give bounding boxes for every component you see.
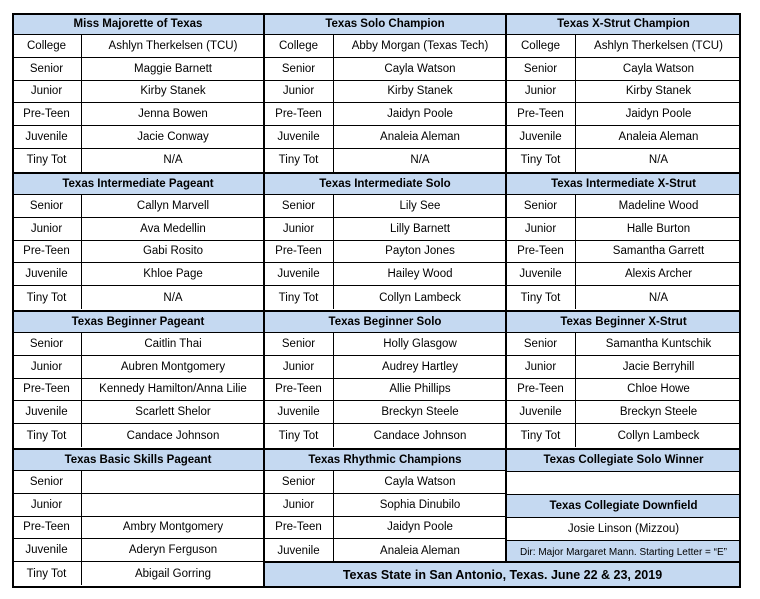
award-2-1-block <box>264 311 506 447</box>
block-title: Miss Majorette of Texas <box>12 13 264 35</box>
division-label: Junior <box>264 494 334 516</box>
winner-name: Caitlin Thai <box>144 337 202 350</box>
winner-name: Payton Jones <box>385 245 455 258</box>
division-label: Juvenile <box>12 263 82 285</box>
event-footer: Texas State in San Antonio, Texas. June 22 & 23, 2019 <box>264 562 741 588</box>
winner-name: N/A <box>163 291 183 304</box>
winner-name: N/A <box>648 291 669 304</box>
table-row <box>506 126 741 149</box>
division-label: Juvenile <box>12 539 82 561</box>
table-row <box>264 103 506 126</box>
collegiate-downfield-winner: Josie Linson (Mizzou) <box>506 517 741 540</box>
collegiate-solo-title: Texas Collegiate Solo Winner <box>506 449 741 471</box>
table-row <box>264 517 506 540</box>
winner-name: Breckyn Steele <box>381 406 459 419</box>
division-label: Pre-Teen <box>12 517 82 539</box>
award-0-0-block <box>12 13 264 172</box>
division-label: Junior <box>506 218 576 240</box>
table-row <box>12 286 264 309</box>
table-row <box>12 241 264 264</box>
block-title: Texas Beginner Solo <box>264 311 506 333</box>
division-label: Senior <box>12 333 82 355</box>
division-label: Tiny Tot <box>506 424 576 447</box>
table-row <box>264 401 506 424</box>
division-label: Senior <box>12 195 82 217</box>
winner-name: Cayla Watson <box>384 62 456 75</box>
winner-name: Sophia Dinubilo <box>379 498 461 511</box>
table-row <box>264 218 506 241</box>
winner-name: Halle Burton <box>626 222 691 235</box>
winner-name: Gabi Rosito <box>142 245 204 258</box>
table-row <box>264 424 506 447</box>
table-row <box>12 58 264 81</box>
division-label: Senior <box>506 195 576 217</box>
division-label: Junior <box>264 356 334 378</box>
winner-name: Audrey Hartley <box>381 360 459 373</box>
table-row <box>12 195 264 218</box>
winner-name: Alexis Archer <box>624 268 693 281</box>
winner-name: Collyn Lambeck <box>379 291 461 304</box>
column-divider <box>263 13 265 588</box>
award-0-1-block <box>264 13 506 172</box>
division-label: Pre-Teen <box>264 241 334 263</box>
division-label: Juvenile <box>12 126 82 148</box>
division-label: Junior <box>506 81 576 103</box>
table-row <box>506 424 741 447</box>
winner-name: Kennedy Hamilton/Anna Lilie <box>99 383 247 396</box>
division-label: Pre-Teen <box>506 241 576 263</box>
table-row <box>12 35 264 58</box>
band-divider <box>12 172 741 174</box>
division-label: Tiny Tot <box>264 286 334 309</box>
division-label: Juvenile <box>264 539 334 562</box>
table-row <box>506 379 741 402</box>
winner-name: Candace Johnson <box>373 429 467 442</box>
winner-name: Khloe Page <box>143 268 203 281</box>
division-label: Pre-Teen <box>264 379 334 401</box>
winner-name: Samantha Kuntschik <box>605 337 712 350</box>
winner-name: Ambry Montgomery <box>122 521 224 534</box>
table-row <box>506 356 741 379</box>
block-title: Texas Solo Champion <box>264 13 506 35</box>
division-label: Junior <box>12 494 82 516</box>
division-label: Juvenile <box>264 401 334 423</box>
table-row <box>264 263 506 286</box>
division-label: College <box>506 35 576 57</box>
division-label: Pre-Teen <box>12 379 82 401</box>
division-label: Junior <box>264 81 334 103</box>
table-row <box>12 126 264 149</box>
division-label: Senior <box>264 471 334 493</box>
table-row <box>264 539 506 562</box>
collegiate-downfield-title: Texas Collegiate Downfield <box>506 494 741 517</box>
director-note: Dir: Major Margaret Mann. Starting Letter = “E” <box>506 540 741 564</box>
winner-name: N/A <box>163 154 183 167</box>
collegiate-solo-winner <box>506 471 741 494</box>
table-row <box>264 35 506 58</box>
division-label: Pre-Teen <box>506 379 576 401</box>
table-row <box>264 81 506 104</box>
division-label: Senior <box>264 333 334 355</box>
winner-name: Kirby Stanek <box>140 85 206 98</box>
table-row <box>12 401 264 424</box>
table-row <box>264 241 506 264</box>
table-row <box>264 286 506 309</box>
division-label: Tiny Tot <box>506 149 576 172</box>
winner-name: Chloe Howe <box>627 383 690 396</box>
award-0-2-block <box>506 13 741 172</box>
table-row <box>506 218 741 241</box>
table-row <box>12 562 264 585</box>
winner-name: Jacie Berryhill <box>622 360 695 373</box>
winner-name: Jacie Conway <box>137 131 209 144</box>
border-right <box>739 13 741 588</box>
winner-name: Aubren Montgomery <box>120 360 226 373</box>
division-label: Tiny Tot <box>12 149 82 172</box>
division-label: Senior <box>12 58 82 80</box>
table-row <box>12 149 264 172</box>
table-row <box>12 263 264 286</box>
division-label: College <box>264 35 334 57</box>
block-title: Texas Beginner X-Strut <box>506 311 741 333</box>
table-row <box>506 241 741 264</box>
division-label: Juvenile <box>264 126 334 148</box>
division-label: Senior <box>506 333 576 355</box>
winner-name: Allie Phillips <box>389 383 451 396</box>
block-title: Texas Intermediate Solo <box>264 173 506 195</box>
table-row <box>506 103 741 126</box>
winner-name: Jaidyn Poole <box>387 521 453 534</box>
division-label: Junior <box>12 356 82 378</box>
border-top <box>12 13 741 15</box>
division-label: Pre-Teen <box>264 103 334 125</box>
division-label: Senior <box>506 58 576 80</box>
winner-name <box>82 494 264 516</box>
winner-name: Callyn Marvell <box>136 199 210 212</box>
table-row <box>264 471 506 494</box>
division-label: Tiny Tot <box>12 286 82 309</box>
winner-name: Samantha Garrett <box>612 245 705 258</box>
winner-name: Maggie Barnett <box>134 62 212 75</box>
division-label: Junior <box>264 218 334 240</box>
division-label: Juvenile <box>506 401 576 423</box>
division-label: Pre-Teen <box>12 241 82 263</box>
table-row <box>12 539 264 562</box>
table-row <box>506 333 741 356</box>
award-1-2-block <box>506 173 741 309</box>
table-row <box>264 494 506 517</box>
winner-name: Scarlett Shelor <box>135 406 211 419</box>
table-row <box>264 149 506 172</box>
table-row <box>506 35 741 58</box>
border-bottom <box>12 586 741 588</box>
basic-skills-block <box>12 449 264 585</box>
border-left <box>12 13 14 588</box>
results-table <box>12 13 741 588</box>
division-label: Tiny Tot <box>12 562 82 585</box>
table-row <box>506 149 741 172</box>
table-row <box>506 263 741 286</box>
table-row <box>264 195 506 218</box>
winner-name: Cayla Watson <box>384 475 456 488</box>
table-row <box>12 379 264 402</box>
table-row <box>12 218 264 241</box>
division-label: College <box>12 35 82 57</box>
division-label: Pre-Teen <box>506 103 576 125</box>
table-row <box>12 517 264 540</box>
winner-name: Kirby Stanek <box>625 85 692 98</box>
division-label: Tiny Tot <box>264 149 334 172</box>
winner-name: Holly Glasgow <box>383 337 457 350</box>
division-label: Tiny Tot <box>12 424 82 447</box>
winner-name: Hailey Wood <box>387 268 453 281</box>
division-label: Senior <box>264 58 334 80</box>
division-label: Tiny Tot <box>506 286 576 309</box>
table-row <box>264 356 506 379</box>
division-label: Senior <box>12 471 82 493</box>
band-divider <box>12 310 741 312</box>
winner-name: Ashlyn Therkelsen (TCU) <box>594 39 723 52</box>
division-label: Tiny Tot <box>264 424 334 447</box>
winner-name: Abby Morgan (Texas Tech) <box>351 39 489 52</box>
winner-name: Madeline Wood <box>618 199 699 212</box>
division-label: Juvenile <box>12 401 82 423</box>
award-1-0-block <box>12 173 264 309</box>
award-1-1-block <box>264 173 506 309</box>
table-row <box>12 494 264 517</box>
division-label: Senior <box>264 195 334 217</box>
block-title: Texas Rhythmic Champions <box>264 449 506 471</box>
table-row <box>264 58 506 81</box>
table-row <box>264 126 506 149</box>
block-title: Texas Basic Skills Pageant <box>12 449 264 471</box>
table-row <box>12 81 264 104</box>
winner-name: Cayla Watson <box>622 62 695 75</box>
winner-name: Abigail Gorring <box>134 567 212 580</box>
division-label: Pre-Teen <box>12 103 82 125</box>
winner-name: Jaidyn Poole <box>387 108 453 121</box>
block-title: Texas X-Strut Champion <box>506 13 741 35</box>
winner-name: Aderyn Ferguson <box>128 544 218 557</box>
division-label: Junior <box>12 81 82 103</box>
table-row <box>264 379 506 402</box>
division-label: Juvenile <box>506 126 576 148</box>
table-row <box>12 333 264 356</box>
division-label: Juvenile <box>506 263 576 285</box>
winner-name: Breckyn Steele <box>619 406 698 419</box>
table-row <box>506 58 741 81</box>
winner-name: Jaidyn Poole <box>625 108 692 121</box>
rhythmic-block <box>264 449 506 562</box>
band-divider <box>12 448 741 450</box>
winner-name: Analeia Aleman <box>618 131 699 144</box>
winner-name: Collyn Lambeck <box>617 429 700 442</box>
winner-name <box>82 471 264 493</box>
division-label: Pre-Teen <box>264 517 334 539</box>
winner-name: Jenna Bowen <box>138 108 208 121</box>
award-2-0-block <box>12 311 264 447</box>
footer-divider <box>264 561 741 563</box>
division-label: Juvenile <box>264 263 334 285</box>
table-row <box>264 333 506 356</box>
table-row <box>506 81 741 104</box>
winner-name: Ava Medellin <box>140 222 206 235</box>
block-title: Texas Beginner Pageant <box>12 311 264 333</box>
block-title: Texas Intermediate Pageant <box>12 173 264 195</box>
table-row <box>506 401 741 424</box>
winner-name: Lily See <box>399 199 441 212</box>
block-title: Texas Intermediate X-Strut <box>506 173 741 195</box>
winner-name: Analeia Aleman <box>380 131 460 144</box>
column-divider <box>505 13 507 562</box>
winner-name: N/A <box>648 154 669 167</box>
division-label: Junior <box>12 218 82 240</box>
table-row <box>506 195 741 218</box>
winner-name: Analeia Aleman <box>380 544 460 557</box>
winner-name: Candace Johnson <box>126 429 220 442</box>
table-row <box>12 424 264 447</box>
winner-name: N/A <box>410 154 430 167</box>
winner-name: Lilly Barnett <box>389 222 451 235</box>
table-row <box>506 286 741 309</box>
table-row <box>12 471 264 494</box>
winner-name: Ashlyn Therkelsen (TCU) <box>108 39 238 52</box>
award-2-2-block <box>506 311 741 447</box>
table-row <box>12 103 264 126</box>
winner-name: Kirby Stanek <box>387 85 453 98</box>
table-row <box>12 356 264 379</box>
division-label: Junior <box>506 356 576 378</box>
